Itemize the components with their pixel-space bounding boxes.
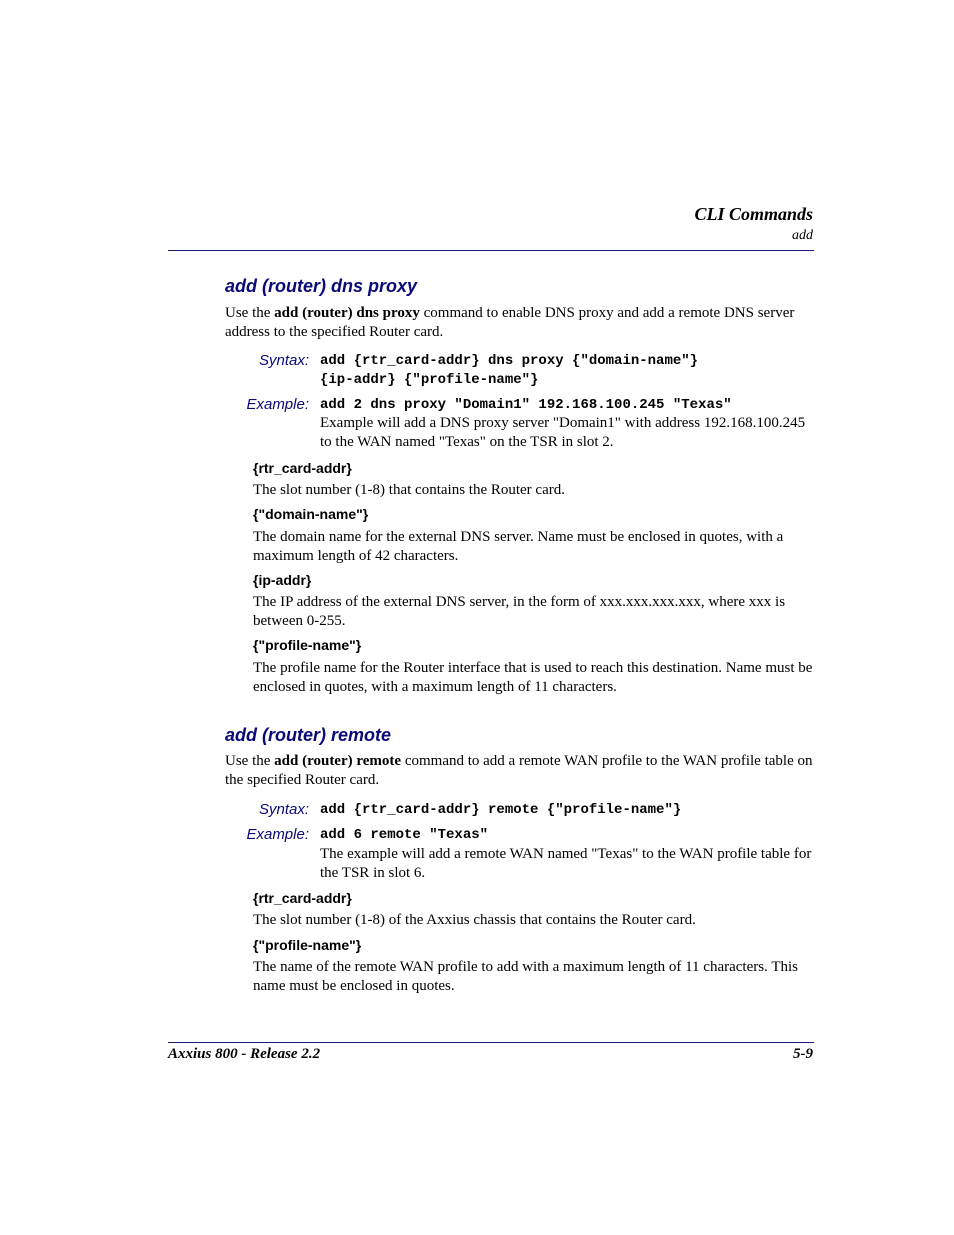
param-name: {"profile-name"}	[253, 637, 362, 653]
page-number: 5-9	[793, 1046, 813, 1062]
section-heading-remote: add (router) remote	[225, 725, 392, 745]
example-label: Example:	[246, 396, 309, 413]
intro-command: add (router) dns proxy	[274, 305, 420, 321]
param-description: The slot number (1-8) of the Axxius chassis that contains the Router card.	[253, 912, 696, 928]
intro-text: command to enable DNS proxy and add a remote DNS server address to the specified Router card.	[225, 305, 795, 340]
intro-text: Use the	[225, 753, 275, 769]
intro-command: add (router) remote	[274, 753, 402, 769]
param-description: The IP address of the external DNS server, in the form of xxx.xxx.xxx.xxx, where xxx is between 0-255.	[253, 594, 786, 629]
param-description: The domain name for the external DNS server. Name must be enclosed in quotes, with a maximum length of 42 characters.	[253, 529, 784, 564]
param-description: The profile name for the Router interface that is used to reach this destination. Name must be enclosed in quotes, with a maximum length of 11 characters.	[253, 660, 813, 695]
param-name: {rtr_card-addr}	[253, 460, 352, 476]
example-description: The example will add a remote WAN named "Texas" to the WAN profile table for the TSR in slot 6.	[320, 846, 812, 881]
intro-text: command to add a remote WAN profile to the WAN profile table on the specified Router card.	[225, 753, 813, 788]
intro-text: Use the	[225, 305, 275, 321]
syntax-code-line: add {rtr_card-addr} dns proxy {"domain-name"}	[320, 353, 699, 369]
syntax-label: Syntax:	[258, 801, 309, 818]
param-name: {ip-addr}	[253, 572, 312, 588]
header-subtitle: add	[792, 228, 813, 243]
header-title: CLI Commands	[694, 204, 813, 224]
param-name: {rtr_card-addr}	[253, 890, 352, 906]
param-description: The name of the remote WAN profile to add with a maximum length of 11 characters. This name must be enclosed in quotes.	[253, 959, 798, 994]
example-code: add 2 dns proxy "Domain1" 192.168.100.245 "Texas"	[320, 397, 732, 413]
section-intro-dns-proxy	[225, 304, 815, 342]
footer-document-title: Axxius 800 - Release 2.2	[168, 1046, 321, 1062]
param-name: {"domain-name"}	[253, 506, 369, 522]
syntax-code-line: add {rtr_card-addr} remote {"profile-name"}	[320, 802, 682, 818]
param-name: {"profile-name"}	[253, 937, 362, 953]
section-intro-remote	[225, 752, 815, 790]
header-rule	[168, 250, 814, 251]
syntax-label: Syntax:	[258, 352, 309, 369]
example-description: Example will add a DNS proxy server "Domain1" with address 192.168.100.245 to the WAN named "Texas" on the TSR in slot 2.	[320, 415, 806, 450]
example-label: Example:	[246, 826, 309, 843]
footer-rule	[168, 1042, 814, 1043]
param-description: The slot number (1-8) that contains the Router card.	[253, 482, 565, 498]
example-code: add 6 remote "Texas"	[320, 827, 489, 843]
section-heading-dns-proxy: add (router) dns proxy	[225, 276, 418, 296]
syntax-code-line: {ip-addr} {"profile-name"}	[320, 372, 539, 388]
